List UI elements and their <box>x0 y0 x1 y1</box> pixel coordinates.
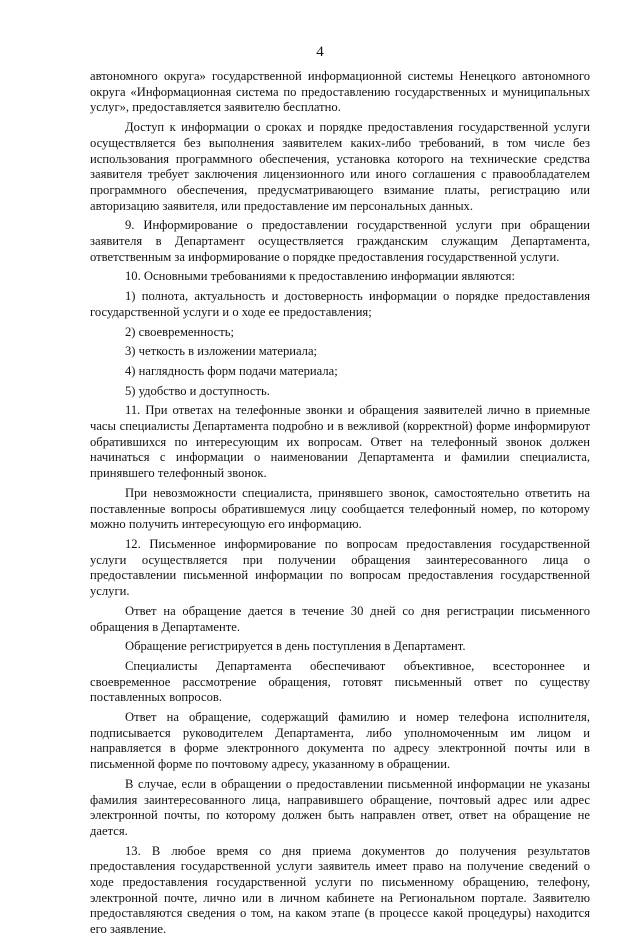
paragraph-response-signing: Ответ на обращение, содержащий фамилию и номер телефона исполнителя, подписывается руководителем Департамента, либо уполномоченным им лицом и направляется в форме электронного документа по адресу электронной почты или в письменной форме по почтовому адресу, указанному в обращении. <box>90 710 590 772</box>
paragraph-continuation: автономного округа» государственной информационной системы Ненецкого автономного округа «Информационная система по предоставлению государственных и муниципальных услуг», предоставляется заявителю бесплатно. <box>90 69 590 115</box>
list-item-requirement-5: 5) удобство и доступность. <box>125 383 270 398</box>
page-number: 4 <box>316 44 324 60</box>
paragraph-access-info: Доступ к информации о сроках и порядке предоставления государственной услуги осуществляется без выполнения заявителем каких-либо требований, в том числе без использования программного обеспечения, установка которого на технические средства заявителя требует заключения лицензионного или иного соглашения с правообладателем программного обеспечения, предусматривающего взимание платы, регистрацию или авторизацию заявителя, или предоставление им персональных данных. <box>90 120 590 213</box>
paragraph-registration: Обращение регистрируется в день поступления в Департамент. <box>125 639 466 654</box>
paragraph-response-deadline: Ответ на обращение дается в течение 30 дней со дня регистрации письменного обращения в Департаменте. <box>90 603 590 634</box>
list-item-requirement-1: 1) полнота, актуальность и достоверность информации о порядке предоставления государственной услуги и о ходе ее предоставления; <box>90 289 590 319</box>
list-item-requirement-2: 2) своевременность; <box>125 324 234 339</box>
paragraph-item-13: 13. В любое время со дня приема документов до получения результатов предоставления государственной услуги заявитель имеет право на получение сведений о ходе предоставления государственной услуги по письменному обращению, телефону, электронной почте, лично или в личном кабинете на Региональном портале. Заявителю предоставляются сведения о том, на каком этапе (в процессе какой процедуры) находится его заявление. <box>90 843 590 937</box>
paragraph-item-10: 10. Основными требованиями к предоставлению информации являются: <box>125 269 515 284</box>
list-item-requirement-3: 3) четкость в изложении материала; <box>125 344 318 359</box>
paragraph-phone-fallback: При невозможности специалиста, принявшего звонок, самостоятельно ответить на поставленные вопросы обратившемуся лицу сообщается телефонный номер, по которому можно получить интересующую его информацию. <box>90 485 590 532</box>
paragraph-specialists: Специалисты Департамента обеспечивают объективное, всестороннее и своевременное рассмотрение обращения, готовят письменный ответ по существу поставленных вопросов. <box>90 658 590 705</box>
paragraph-item-9: 9. Информирование о предоставлении государственной услуги при обращении заявителя в Департамент осуществляется гражданским служащим Департамента, ответственным за информирование о порядке предоставления государственной услуги. <box>90 218 590 264</box>
paragraph-item-12: 12. Письменное информирование по вопросам предоставления государственной услуги осуществляется при получении обращения заинтересованного лица о предоставлении письменной информации по вопросам предоставления государственной услуги. <box>90 536 590 599</box>
paragraph-no-response-case: В случае, если в обращении о предоставлении письменной информации не указаны фамилия заинтересованного лица, направившего обращение, почтовый адрес или адрес электронной почты, по которому должен быть направлен ответ, ответ на обращение не дается. <box>90 776 590 838</box>
paragraph-item-11: 11. При ответах на телефонные звонки и обращения заявителей лично в приемные часы специалисты Департамента подробно и в вежливой (корректной) форме информируют обратившихся по интересующим их вопросам. Ответ на телефонный звонок должен начинаться с информации о наименовании Департамента и фамилии специалиста, принявшего телефонный звонок. <box>90 403 590 481</box>
list-item-requirement-4: 4) наглядность форм подачи материала; <box>125 363 338 378</box>
document-body <box>90 69 590 942</box>
